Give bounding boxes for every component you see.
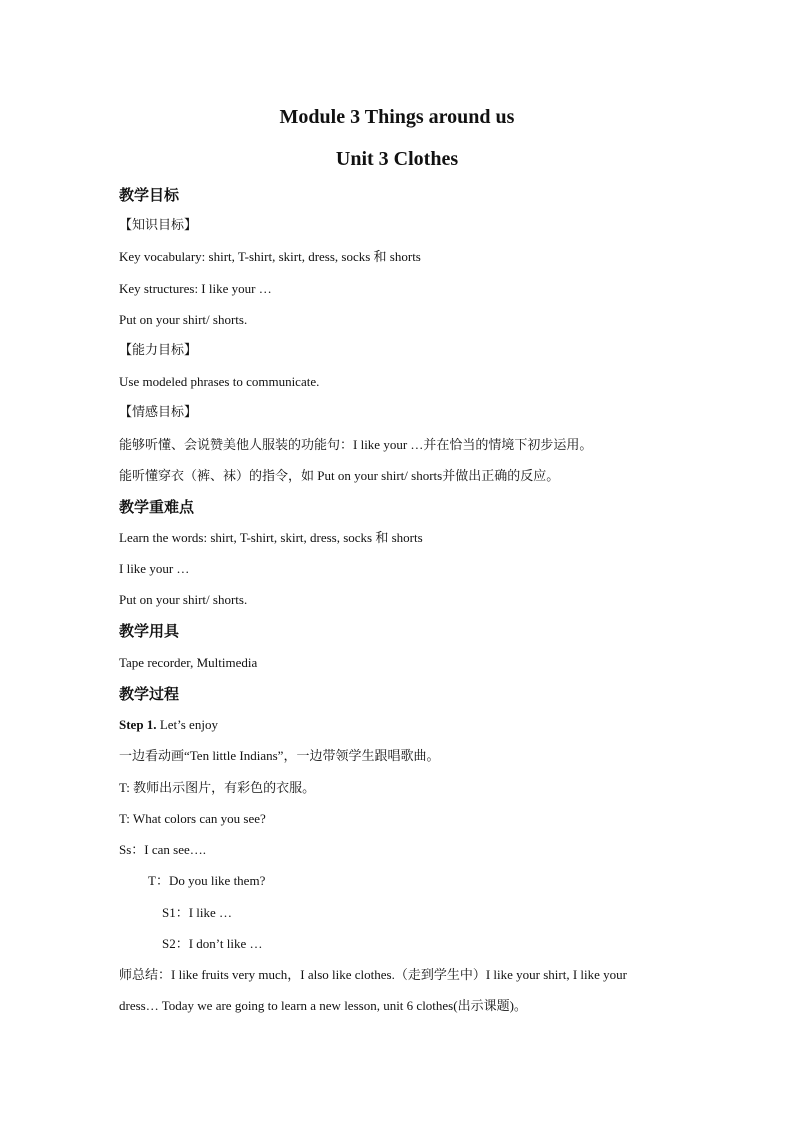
enjoy-instruction: 一边看动画“Ten little Indians”，一边带领学生跟唱歌曲。 xyxy=(119,748,440,763)
teacher-question: T: What colors can you see? xyxy=(119,811,266,826)
ability-objectives-text: Use modeled phrases to communicate. xyxy=(119,374,320,389)
teacher-like-question: T：Do you like them? xyxy=(148,873,266,888)
teacher-summary-line-2: dress… Today we are going to learn a new lesson, unit 6 clothes(出示课题)。 xyxy=(119,998,527,1013)
document-title: Module 3 Things around us xyxy=(279,106,515,128)
learn-words: Learn the words: shirt, T-shirt, skirt, dress, socks 和 shorts xyxy=(119,530,423,545)
teacher-summary-line-1: 师总结：I like fruits very much，I also like clothes.（走到学生中）I like your shirt, I like your xyxy=(119,967,627,982)
teaching-tools: Tape recorder, Multimedia xyxy=(119,655,258,670)
put-on-sentence-2: Put on your shirt/ shorts. xyxy=(119,592,248,607)
key-structures: Key structures: I like your … xyxy=(119,281,272,296)
i-like-your: I like your … xyxy=(119,561,190,576)
students-answer: Ss：I can see…. xyxy=(119,842,207,857)
knowledge-objectives-label: 【知识目标】 xyxy=(119,218,198,233)
student-1-reply: S1：I like … xyxy=(162,905,233,920)
section-heading-objectives: 教学目标 xyxy=(119,186,180,204)
section-heading-tools: 教学用具 xyxy=(119,622,180,640)
section-heading-keypoints: 教学重难点 xyxy=(119,498,195,516)
student-2-reply: S2：I don’t like … xyxy=(162,936,263,951)
emotion-objective-2: 能听懂穿衣（裤、袜）的指令，如 Put on your shirt/ shorts并做出正确的反应。 xyxy=(119,468,560,483)
step-1-label: Step 1. xyxy=(119,717,157,732)
teacher-shows-picture: T: 教师出示图片，有彩色的衣服。 xyxy=(119,780,316,795)
section-heading-process: 教学过程 xyxy=(119,685,180,703)
step-1 xyxy=(119,716,218,734)
put-on-sentence: Put on your shirt/ shorts. xyxy=(119,312,248,327)
key-vocabulary: Key vocabulary: shirt, T-shirt, skirt, dress, socks 和 shorts xyxy=(119,249,421,264)
step-1-text: Let’s enjoy xyxy=(156,717,218,732)
document-subtitle: Unit 3 Clothes xyxy=(335,148,459,170)
emotion-objective-1: 能够听懂、会说赞美他人服装的功能句：I like your …并在恰当的情境下初步运用。 xyxy=(119,437,593,452)
ability-objectives-label: 【能力目标】 xyxy=(119,343,198,358)
emotion-objectives-label: 【情感目标】 xyxy=(119,405,198,420)
